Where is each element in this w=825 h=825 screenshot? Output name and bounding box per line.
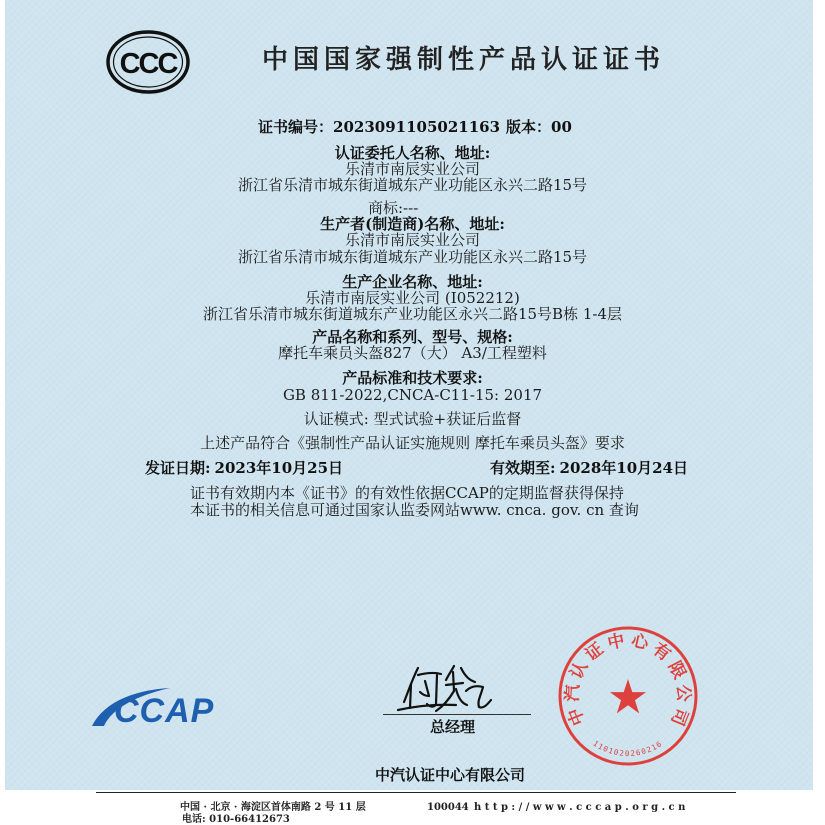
certificate-number: [258, 119, 500, 135]
factory-heading: 生产企业名称、地址:: [342, 273, 483, 291]
ccc-logo: [106, 30, 190, 94]
manufacturer-heading: 生产者(制造商)名称、地址:: [320, 215, 505, 233]
seal-number: 1101020260216: [591, 738, 664, 759]
factory-name: 乐清市南辰实业公司 (I052212): [305, 289, 520, 307]
certificate-number-label: 证书编号：: [258, 118, 334, 136]
version-label: 版本：: [506, 118, 552, 136]
conformity-statement: 上述产品符合《强制性产品认证实施规则 摩托车乘员头盔》要求: [200, 434, 625, 452]
footer-divider: [96, 792, 736, 793]
signature-line: [383, 714, 531, 715]
signatory-title: 总经理: [430, 718, 476, 736]
certificate-number-value: 2023091105021163: [333, 118, 501, 136]
seal-text: 中汽认证中心有限公司: [562, 630, 694, 729]
footer-phone: 电话: 010-66412673: [182, 814, 290, 825]
expiry-date: [490, 460, 688, 476]
expiry-date-label: 有效期至:: [490, 459, 556, 477]
expiry-date-value: 2028年10月24日: [559, 459, 689, 477]
product-description: 摩托车乘员头盔827（大） A3/工程塑料: [278, 344, 547, 362]
signature: [396, 660, 496, 716]
certificate-title: 中国国家强制性产品认证证书: [262, 45, 666, 75]
footer-address: 中国 · 北京 · 海淀区首体南路 2 号 11 层: [180, 802, 366, 813]
ccap-logo-text: CCAP: [114, 692, 215, 730]
applicant-name: 乐清市南辰实业公司: [344, 160, 480, 178]
issue-date: [145, 460, 343, 476]
issue-date-label: 发证日期:: [145, 459, 211, 477]
issuer-name: 中汽认证中心有限公司: [375, 766, 526, 784]
ccap-logo: [90, 684, 230, 730]
manufacturer-address: 浙江省乐清市城东街道城东产业功能区永兴二路15号: [237, 248, 588, 266]
applicant-address: 浙江省乐清市城东街道城东产业功能区永兴二路15号: [237, 176, 588, 194]
certification-mode: 认证模式: 型式试验+获证后监督: [303, 410, 522, 428]
trademark: 商标:---: [368, 199, 419, 217]
certificate-version: [506, 119, 572, 135]
standards-heading: 产品标准和技术要求:: [342, 369, 483, 387]
star-icon: [610, 679, 646, 713]
svg-text:1101020260216: [591, 739, 663, 758]
validity-note: 证书有效期内本《证书》的有效性依据CCAP的定期监督获得保持: [190, 484, 624, 502]
version-value: 00: [551, 118, 572, 136]
standards-value: GB 811-2022,CNCA-C11-15: 2017: [282, 386, 543, 404]
product-heading: 产品名称和系列、型号、规格:: [312, 328, 513, 346]
manufacturer-name: 乐清市南辰实业公司: [344, 231, 480, 249]
footer-postcode: 100044: [427, 802, 469, 813]
applicant-heading: 认证委托人名称、地址:: [334, 144, 491, 162]
lookup-note: 本证书的相关信息可通过国家认监委网站www. cnca. gov. cn 查询: [190, 501, 639, 519]
factory-address: 浙江省乐清市城东街道城东产业功能区永兴二路15号B栋 1-4层: [202, 305, 623, 323]
issue-date-value: 2023年10月25日: [214, 459, 344, 477]
footer-website: h t t p : / / w w w . c c c a p . o r g . c n: [474, 802, 686, 813]
ccc-logo-text: CCC: [119, 48, 177, 80]
company-seal: [556, 624, 700, 768]
